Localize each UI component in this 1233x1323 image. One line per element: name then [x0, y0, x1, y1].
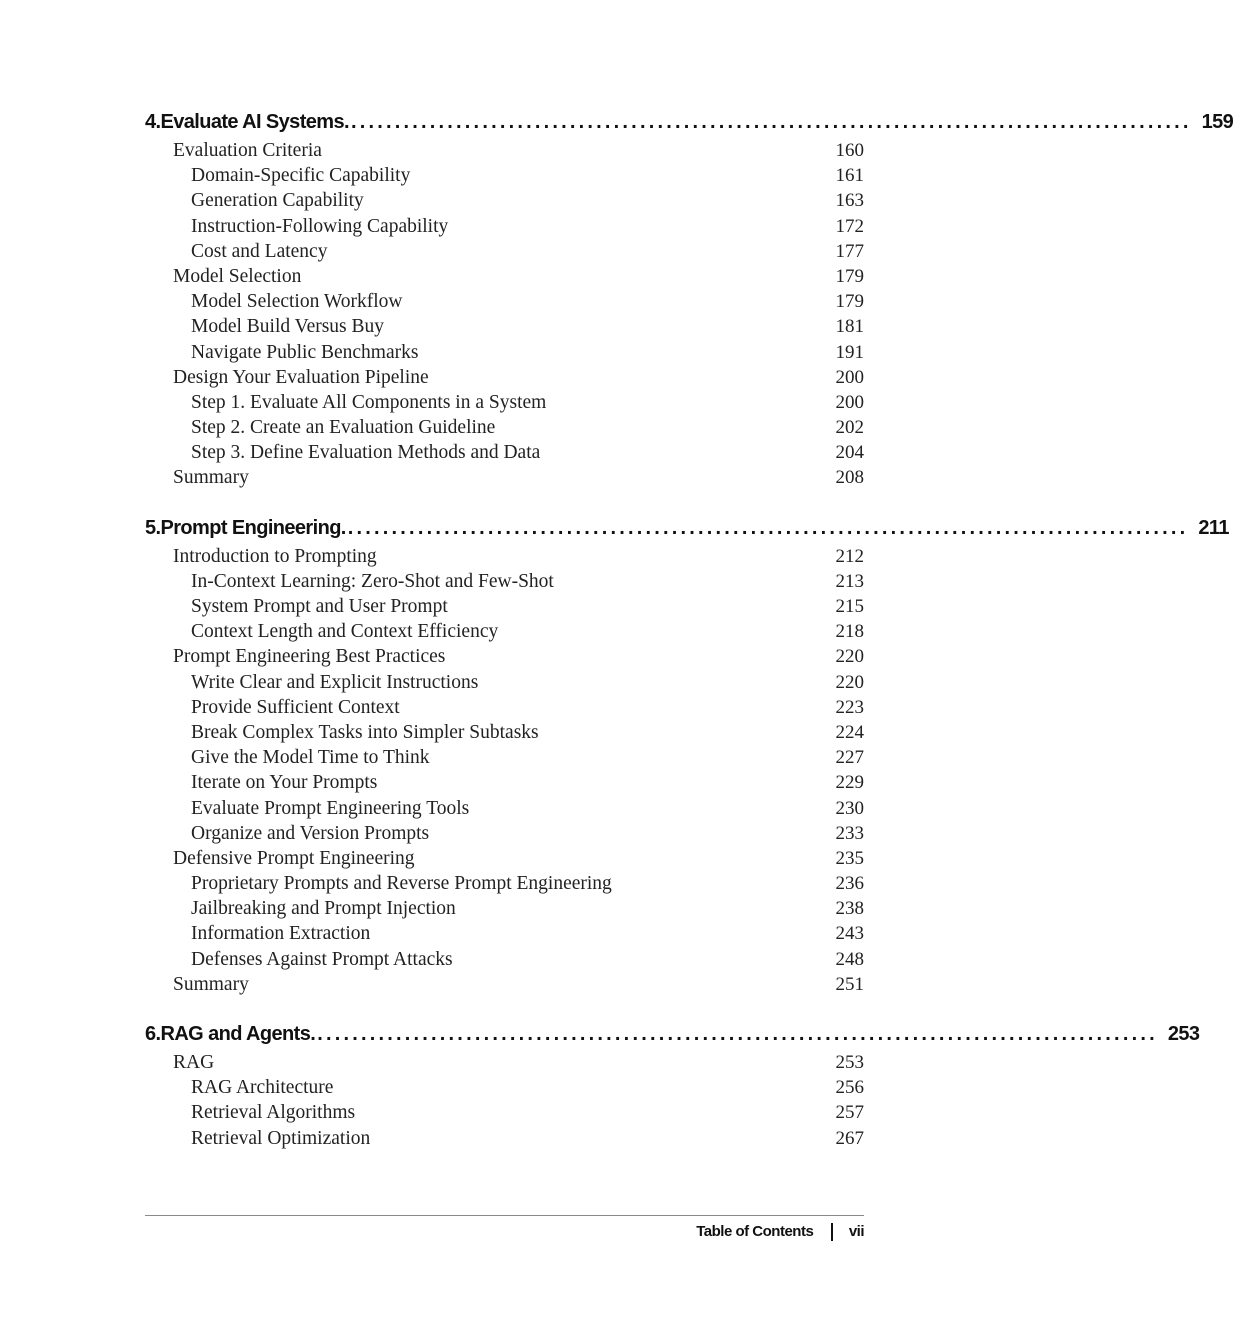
entry-title: RAG Architecture [191, 1077, 334, 1099]
toc-section-entry[interactable] [145, 365, 864, 390]
toc-subsection-entry[interactable] [145, 390, 864, 415]
footer-divider [145, 1215, 864, 1216]
entry-title: Model Selection Workflow [191, 291, 403, 313]
entry-title: Break Complex Tasks into Simpler Subtasks [191, 721, 539, 743]
entry-title: RAG [173, 1052, 215, 1073]
toc-section-entry[interactable] [145, 465, 864, 490]
entry-page-number: 160 [835, 140, 864, 161]
entry-title: Summary [173, 467, 249, 489]
entry-title: Navigate Public Benchmarks [191, 341, 419, 363]
entry-title: Retrieval Algorithms [191, 1102, 356, 1124]
entry-page-number: 208 [835, 467, 864, 489]
toc-subsection-entry[interactable] [145, 745, 864, 770]
chapter-title: RAG and Agents. [160, 1023, 316, 1045]
entry-title: Introduction to Prompting [173, 545, 377, 567]
toc-section-entry[interactable] [145, 138, 864, 163]
entry-title: Iterate on Your Prompts [191, 772, 378, 794]
toc-subsection-entry[interactable] [145, 594, 864, 619]
entry-page-number: 161 [835, 165, 864, 187]
entry-page-number: 200 [835, 391, 864, 413]
entry-title: Write Clear and Explicit Instructions [191, 671, 479, 693]
entry-page-number: 229 [835, 772, 864, 794]
toc-subsection-entry[interactable] [145, 340, 864, 365]
entry-page-number: 256 [835, 1077, 864, 1099]
chapter-entries [145, 138, 864, 491]
entry-page-number: 253 [835, 1052, 864, 1073]
toc-section-entry[interactable] [145, 846, 864, 871]
entry-title: Defensive Prompt Engineering [173, 847, 415, 869]
entry-page-number: 238 [835, 898, 864, 920]
entry-page-number: 212 [835, 545, 864, 567]
toc-subsection-entry[interactable] [145, 670, 864, 695]
toc-subsection-entry[interactable] [145, 921, 864, 946]
toc-section-entry[interactable] [145, 264, 864, 289]
toc-subsection-entry[interactable] [145, 796, 864, 821]
chapter-5 [145, 512, 1229, 997]
chapter-entries [145, 1050, 864, 1151]
entry-title: Proprietary Prompts and Reverse Prompt Engineering [191, 873, 612, 895]
entry-title: Organize and Version Prompts [191, 822, 430, 844]
toc-subsection-entry[interactable] [145, 188, 864, 213]
entry-page-number: 213 [835, 570, 864, 592]
entry-title: Context Length and Context Efficiency [191, 621, 499, 643]
entry-page-number: 181 [835, 316, 864, 338]
entry-title: In-Context Learning: Zero-Shot and Few-Shot [191, 570, 554, 592]
table-of-contents [145, 106, 1233, 1172]
entry-page-number: 163 [835, 190, 864, 212]
entry-page-number: 200 [835, 366, 864, 388]
toc-subsection-entry[interactable] [145, 239, 864, 264]
entry-title: System Prompt and User Prompt [191, 596, 448, 617]
toc-subsection-entry[interactable] [145, 214, 864, 239]
toc-subsection-entry[interactable] [145, 821, 864, 846]
entry-title: Summary [173, 973, 249, 995]
entry-page-number: 215 [835, 596, 864, 617]
toc-subsection-entry[interactable] [145, 314, 864, 339]
chapter-title: Prompt Engineering. [160, 516, 346, 539]
running-footer-title: Table of Contents [696, 1223, 814, 1240]
chapter-6 [145, 1018, 1200, 1151]
entry-page-number: 218 [835, 621, 864, 643]
toc-subsection-entry[interactable] [145, 871, 864, 896]
entry-title: Defenses Against Prompt Attacks [191, 948, 453, 970]
toc-subsection-entry[interactable] [145, 1075, 864, 1100]
toc-subsection-entry[interactable] [145, 1126, 864, 1151]
entry-page-number: 223 [835, 696, 864, 718]
chapter-heading[interactable] [145, 106, 1233, 138]
chapter-page-number: 211 [1198, 516, 1229, 539]
entry-page-number: 220 [835, 671, 864, 693]
chapter-entries [145, 544, 864, 997]
entry-title: Information Extraction [191, 923, 371, 945]
entry-page-number: 204 [835, 442, 864, 464]
entry-title: Prompt Engineering Best Practices [173, 646, 446, 668]
entry-page-number: 243 [835, 923, 864, 945]
entry-title: Model Selection [173, 265, 302, 287]
entry-title: Instruction-Following Capability [191, 215, 449, 237]
entry-title: Domain-Specific Capability [191, 165, 411, 187]
entry-page-number: 257 [835, 1102, 864, 1124]
chapter-number: 5. [145, 516, 161, 539]
entry-page-number: 267 [835, 1127, 864, 1149]
dot-leader: ................................................................................................ [347, 516, 1189, 539]
footer-separator [831, 1223, 833, 1241]
entry-page-number: 227 [835, 747, 864, 769]
entry-title: Jailbreaking and Prompt Injection [191, 898, 456, 920]
toc-subsection-entry[interactable] [145, 619, 864, 644]
entry-title: Step 1. Evaluate All Components in a System [191, 391, 547, 413]
entry-page-number: 248 [835, 948, 864, 970]
entry-page-number: 230 [835, 797, 864, 819]
entry-title: Step 2. Create an Evaluation Guideline [191, 417, 496, 439]
folio-page-number: vii [848, 1223, 864, 1240]
chapter-number: 4. [145, 111, 161, 133]
entry-page-number: 224 [835, 721, 864, 743]
toc-section-entry[interactable] [145, 1050, 864, 1075]
toc-subsection-entry[interactable] [145, 289, 864, 314]
toc-subsection-entry[interactable] [145, 896, 864, 921]
entry-page-number: 251 [835, 973, 864, 995]
entry-page-number: 191 [835, 341, 864, 363]
entry-title: Design Your Evaluation Pipeline [173, 366, 429, 388]
entry-page-number: 235 [835, 847, 864, 869]
entry-title: Give the Model Time to Think [191, 747, 430, 769]
dot-leader: ................................................................................................ [350, 111, 1192, 133]
entry-page-number: 233 [835, 822, 864, 844]
toc-section-entry[interactable] [145, 644, 864, 669]
entry-page-number: 179 [835, 291, 864, 313]
toc-subsection-entry[interactable] [145, 947, 864, 972]
entry-title: Evaluation Criteria [173, 140, 322, 161]
entry-title: Cost and Latency [191, 240, 328, 262]
entry-title: Generation Capability [191, 190, 364, 212]
toc-section-entry[interactable] [145, 972, 864, 997]
entry-page-number: 220 [835, 646, 864, 668]
entry-page-number: 202 [835, 417, 864, 439]
toc-subsection-entry[interactable] [145, 163, 864, 188]
toc-subsection-entry[interactable] [145, 1100, 864, 1125]
chapter-heading[interactable] [145, 512, 1229, 544]
chapter-heading[interactable] [145, 1018, 1200, 1050]
entry-title: Retrieval Optimization [191, 1127, 371, 1149]
toc-subsection-entry[interactable] [145, 770, 864, 795]
entry-title: Provide Sufficient Context [191, 696, 400, 718]
toc-subsection-entry[interactable] [145, 440, 864, 465]
entry-title: Step 3. Define Evaluation Methods and Data [191, 442, 541, 464]
entry-title: Evaluate Prompt Engineering Tools [191, 797, 470, 819]
chapter-4 [145, 106, 1233, 491]
toc-subsection-entry[interactable] [145, 415, 864, 440]
toc-subsection-entry[interactable] [145, 695, 864, 720]
chapter-page-number: 253 [1167, 1023, 1200, 1045]
toc-subsection-entry[interactable] [145, 720, 864, 745]
entry-page-number: 236 [835, 873, 864, 895]
chapter-page-number: 159 [1201, 111, 1233, 133]
toc-section-entry[interactable] [145, 544, 864, 569]
entry-title: Model Build Versus Buy [191, 316, 385, 338]
page-footer [696, 1219, 864, 1245]
dot-leader: ................................................................................................ [317, 1023, 1158, 1045]
chapter-title: Evaluate AI Systems. [160, 111, 349, 133]
toc-subsection-entry[interactable] [145, 569, 864, 594]
entry-page-number: 179 [835, 265, 864, 287]
entry-page-number: 177 [835, 240, 864, 262]
entry-page-number: 172 [835, 215, 864, 237]
chapter-number: 6. [145, 1023, 161, 1045]
